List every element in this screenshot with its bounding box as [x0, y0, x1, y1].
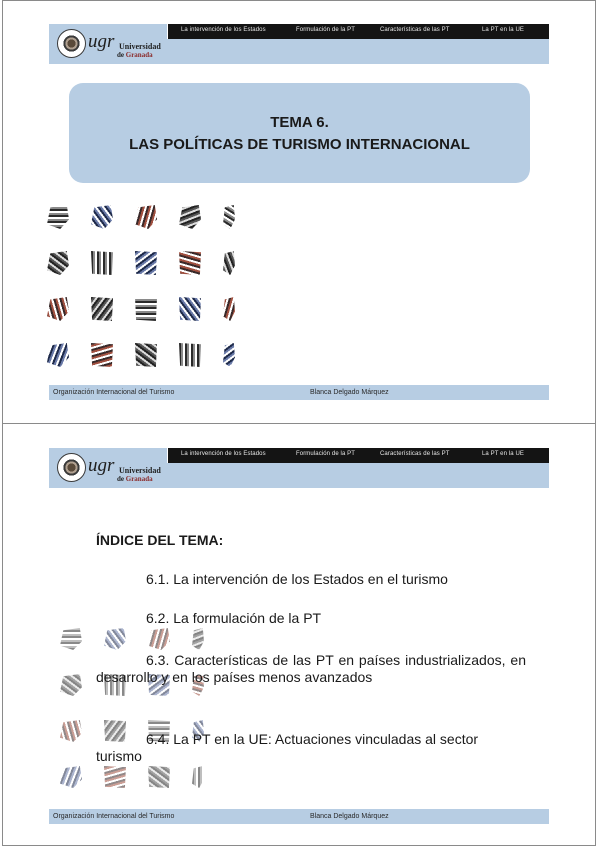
index-item-6-1[interactable]: 6.1. La intervención de los Estados en el turismo — [146, 571, 448, 587]
index-item-6-4[interactable]: 6.4. La PT en la UE: Actuaciones vinculadas al sector turismo — [96, 731, 479, 764]
mosaic-tile — [223, 343, 235, 367]
nav-item-caracteristicas[interactable]: Características de las PT — [380, 27, 450, 33]
logo-universidad: Universidad — [119, 42, 161, 51]
mosaic-tile — [47, 251, 69, 275]
mosaic-tile — [135, 205, 157, 229]
footer-author: Blanca Delgado Márquez — [310, 389, 389, 396]
mosaic-tile — [192, 628, 204, 650]
logo-ugr: ugr — [88, 31, 115, 52]
mosaic-tile — [223, 297, 235, 321]
logo-universidad: Universidad — [119, 466, 161, 475]
nav-bar — [168, 24, 549, 39]
footer-organization: Organización Internacional del Turismo — [53, 389, 175, 396]
logo-granada: de Granada — [117, 51, 153, 59]
index-item-6-2[interactable]: 6.2. La formulación de la PT — [146, 610, 322, 626]
mosaic-tile — [135, 297, 157, 321]
mosaic-tile — [47, 205, 69, 229]
mosaic-tile — [223, 205, 235, 229]
slide-title-number: TEMA 6. — [270, 114, 329, 131]
logo-ugr: ugr — [88, 455, 115, 476]
footer — [49, 385, 549, 400]
footer-organization: Organización Internacional del Turismo — [53, 813, 175, 820]
mosaic-tile — [91, 205, 113, 229]
mosaic-tile — [60, 766, 82, 788]
mosaic-tile — [135, 343, 157, 367]
mosaic-tile — [104, 628, 126, 650]
mosaic-tile — [148, 628, 170, 650]
mosaic-tile — [47, 343, 69, 367]
footer — [49, 809, 549, 824]
nav-item-formulacion[interactable]: Formulación de la PT — [296, 451, 356, 457]
logo-granada: de Granada — [117, 475, 153, 483]
crest-icon — [57, 29, 86, 58]
mosaic-tile — [91, 343, 113, 367]
slide-title-text: LAS POLÍTICAS DE TURISMO INTERNACIONAL — [129, 136, 470, 153]
mosaic-tile — [91, 251, 113, 275]
title-box — [69, 83, 530, 183]
university-logo — [49, 448, 167, 488]
nav-item-intervencion[interactable]: La intervención de los Estados — [181, 451, 266, 457]
nav-item-formulacion[interactable]: Formulación de la PT — [296, 27, 356, 33]
mosaic-tile — [179, 297, 201, 321]
crest-icon — [57, 453, 86, 482]
nav-bar — [168, 448, 549, 463]
mosaic-tile — [179, 251, 201, 275]
mosaic-tile — [60, 720, 82, 742]
footer-author: Blanca Delgado Márquez — [310, 813, 389, 820]
mosaic-tile — [179, 343, 201, 367]
nav-item-intervencion[interactable]: La intervención de los Estados — [181, 27, 266, 33]
mosaic-tile — [47, 297, 69, 321]
mosaic-tile — [179, 205, 201, 229]
nav-item-caracteristicas[interactable]: Características de las PT — [380, 451, 450, 457]
nav-item-pt-ue[interactable]: La PT en la UE — [482, 451, 524, 457]
mosaic-tile — [135, 251, 157, 275]
slide-title — [0, 0, 599, 400]
mosaic-tile — [60, 628, 82, 650]
index-title: ÍNDICE DEL TEMA: — [96, 532, 224, 548]
mosaic-tile — [192, 766, 204, 788]
mosaic-tile — [223, 251, 235, 275]
slide-index — [0, 424, 599, 824]
mosaic-tile — [148, 766, 170, 788]
nav-item-pt-ue[interactable]: La PT en la UE — [482, 27, 524, 33]
mosaic-tile — [104, 766, 126, 788]
mosaic-tile — [91, 297, 113, 321]
mosaic-tile — [60, 674, 82, 696]
index-item-6-3[interactable]: 6.3. Características de las PT en países industrializados, en desarrollo y en los países menos avanzados — [96, 652, 526, 685]
university-logo — [49, 24, 167, 64]
